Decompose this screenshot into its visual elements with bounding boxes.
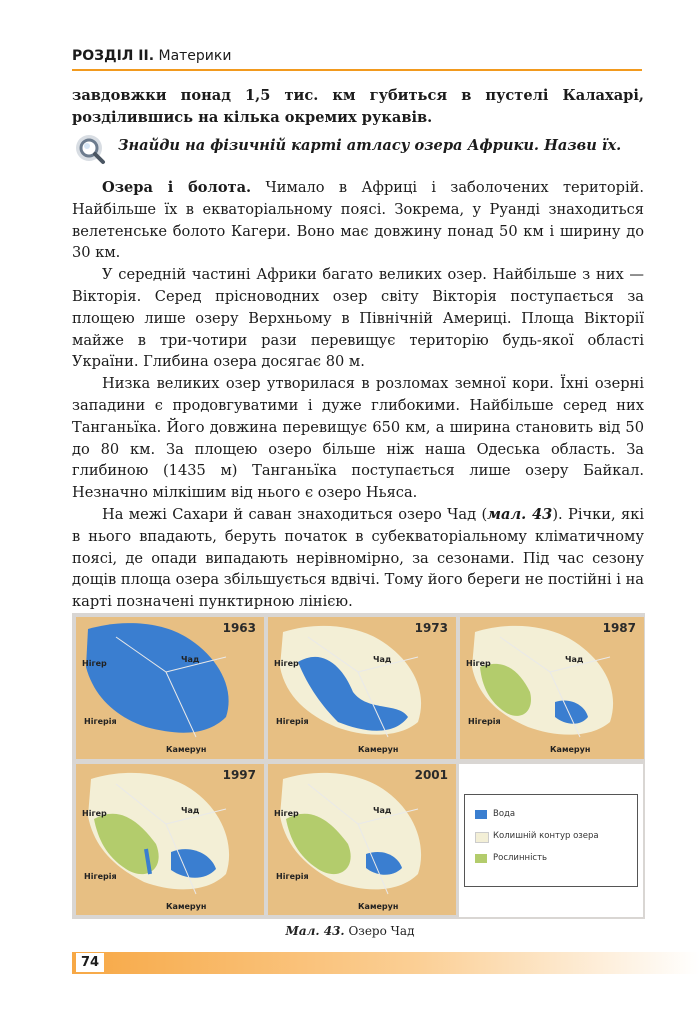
label-niger: Нігер bbox=[274, 659, 299, 668]
paragraph-victoria: У середній частині Африки багато великих озер. Найбільше з них — Вікторія. Серед прісноводних озер світу Вікторія поступається за площею лише озеру Верхньому в Північній Америці. Площа Вікторії майже в три-чотири рази перевищує територію будь-якої області України. Глибина озера досягає 80 м. bbox=[72, 266, 644, 371]
subject-label: Материки bbox=[158, 48, 232, 64]
label-cameroon: Камерун bbox=[166, 745, 207, 754]
caption-title: Озеро Чад bbox=[348, 924, 415, 938]
label-nigeria: Нігерія bbox=[276, 872, 309, 881]
figure-caption bbox=[0, 924, 700, 938]
label-cameroon: Камерун bbox=[358, 745, 399, 754]
section-label: РОЗДІЛ ІІ. bbox=[72, 48, 155, 64]
main-text bbox=[72, 177, 644, 613]
label-chad: Чад bbox=[373, 806, 392, 815]
label-niger: Нігер bbox=[274, 809, 299, 818]
label-chad: Чад bbox=[565, 655, 584, 664]
map-1973-graphic bbox=[268, 617, 456, 759]
label-chad: Чад bbox=[373, 655, 392, 664]
vegetation-swatch bbox=[475, 854, 487, 863]
map-legend bbox=[459, 764, 643, 917]
map-year: 1973 bbox=[414, 621, 448, 635]
intro-text: завдовжки понад 1,5 тис. км губиться в пустелі Калахарі, розділившись на кілька окремих рукавів. bbox=[72, 87, 644, 126]
legend-frame bbox=[464, 794, 638, 887]
label-cameroon: Камерун bbox=[358, 902, 399, 911]
task-block bbox=[72, 132, 644, 166]
running-header bbox=[72, 48, 642, 70]
legend-label: Рослинність bbox=[493, 853, 548, 863]
map-1997-graphic bbox=[76, 764, 264, 915]
map-1987 bbox=[460, 617, 644, 759]
outline-swatch bbox=[475, 832, 489, 843]
map-2001 bbox=[268, 764, 456, 915]
water-swatch bbox=[475, 810, 487, 819]
magnifier-icon bbox=[72, 132, 112, 166]
paragraph-title: Озера і болота. bbox=[102, 179, 252, 196]
intro-paragraph bbox=[72, 85, 644, 129]
paragraph-chad bbox=[72, 504, 644, 613]
map-2001-graphic bbox=[268, 764, 456, 915]
label-chad: Чад bbox=[181, 806, 200, 815]
page-footer bbox=[72, 952, 700, 974]
label-niger: Нігер bbox=[82, 809, 107, 818]
label-nigeria: Нігерія bbox=[84, 872, 117, 881]
figure-reference: мал. 43 bbox=[487, 505, 553, 523]
label-niger: Нігер bbox=[82, 659, 107, 668]
task-text: Знайди на фізичній карті атласу озера Африки. Назви їх. bbox=[118, 137, 622, 154]
map-1963-graphic bbox=[76, 617, 264, 759]
label-cameroon: Камерун bbox=[166, 902, 207, 911]
map-year: 2001 bbox=[414, 768, 448, 782]
map-year: 1997 bbox=[222, 768, 256, 782]
lake-chad-figure bbox=[72, 613, 645, 919]
map-1963 bbox=[76, 617, 264, 759]
paragraph-lakes-swamps bbox=[72, 177, 644, 264]
caption-ref: Мал. 43. bbox=[285, 924, 345, 938]
map-1973 bbox=[268, 617, 456, 759]
label-nigeria: Нігерія bbox=[468, 717, 501, 726]
map-1987-graphic bbox=[460, 617, 644, 759]
label-nigeria: Нігерія bbox=[84, 717, 117, 726]
header-divider bbox=[72, 69, 642, 71]
chad-text-b: ). Річки, які в нього впадають, беруть початок в субекваторіальному кліматичному поясі, де опади випадають нерівномірно, за сезонами. Під час сезону дощів площа озера збільшується вдвічі. Тому його береги не постійні і на карті позначені пунктирною лінією. bbox=[72, 505, 645, 611]
label-cameroon: Камерун bbox=[550, 745, 591, 754]
map-year: 1987 bbox=[602, 621, 636, 635]
chad-text-a: На межі Сахари й саван знаходиться озеро Чад ( bbox=[102, 505, 488, 523]
legend-label: Колишній контур озера bbox=[493, 831, 599, 841]
paragraph-body: Чимало в Африці і заболочених територій. Найбільше їх в екваторіальному поясі. Зокрема, у Руанді знаходиться велетенське болото Кагери. Воно має довжину понад 50 км і ширину до 30 км. bbox=[72, 179, 645, 262]
page-number: 74 bbox=[76, 953, 104, 972]
map-1997 bbox=[76, 764, 264, 915]
label-chad: Чад bbox=[181, 655, 200, 664]
label-niger: Нігер bbox=[466, 659, 491, 668]
map-year: 1963 bbox=[222, 621, 256, 635]
legend-label: Вода bbox=[493, 809, 516, 819]
label-nigeria: Нігерія bbox=[276, 717, 309, 726]
paragraph-tanganyika: Низка великих озер утворилася в розломах земної кори. Їхні озерні западини є продовгуватими і дуже глибокими. Найбільше серед них Танганьїка. Його довжина перевищує 650 км, а ширина становить від 50 до 80 км. За площею озеро більше ніж наша Одеська область. За глибиною (1435 м) Танганьїка поступається лише озеру Байкал. Незначно мілкішим від нього є озеро Ньяса. bbox=[72, 375, 644, 502]
